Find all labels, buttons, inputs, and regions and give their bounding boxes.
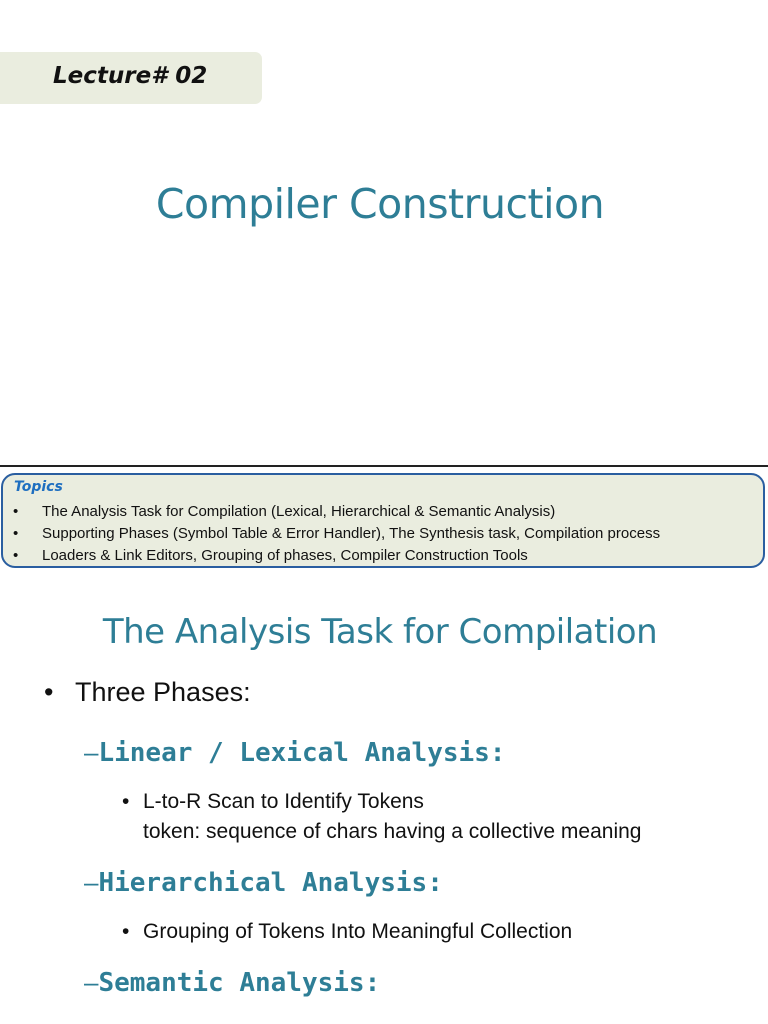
phase-detail-text: token: sequence of chars having a collective meaning	[143, 820, 642, 843]
phase-name: Linear / Lexical Analysis:	[98, 738, 506, 768]
phase-heading	[84, 867, 443, 898]
divider	[0, 465, 768, 467]
phase-name: Hierarchical Analysis:	[98, 868, 443, 898]
phase-detail-text: Grouping of Tokens Into Meaningful Collection	[143, 920, 573, 943]
topics-item-text: The Analysis Task for Compilation (Lexical, Hierarchical & Semantic Analysis)	[42, 503, 556, 520]
bullet-icon: •	[13, 547, 19, 564]
level1-point-text: Three Phases:	[75, 677, 251, 707]
topics-heading: Topics	[14, 479, 63, 495]
phase-name: Semantic Analysis:	[98, 968, 381, 998]
dash-icon: –	[84, 737, 99, 767]
dash-icon: –	[84, 967, 99, 997]
section-title: The Analysis Task for Compilation	[102, 612, 658, 652]
bullet-icon: •	[13, 503, 19, 520]
topics-item-text: Loaders & Link Editors, Grouping of phases, Compiler Construction Tools	[42, 547, 528, 564]
topics-item-text: Supporting Phases (Symbol Table & Error Handler), The Synthesis task, Compilation process	[42, 525, 661, 542]
lecture-number: Lecture# 02	[53, 63, 208, 89]
bullet-icon: •	[122, 790, 130, 813]
topics-box	[1, 473, 765, 568]
phase-heading	[84, 737, 505, 768]
page-title: Compiler Construction	[155, 180, 605, 228]
bullet-icon: •	[44, 677, 54, 707]
bullet-icon: •	[122, 920, 130, 943]
phase-detail-text: L-to-R Scan to Identify Tokens	[143, 790, 424, 813]
dash-icon: –	[84, 867, 99, 897]
phase-heading	[84, 967, 380, 998]
lecture-tab	[0, 52, 262, 104]
bullet-icon: •	[13, 525, 19, 542]
